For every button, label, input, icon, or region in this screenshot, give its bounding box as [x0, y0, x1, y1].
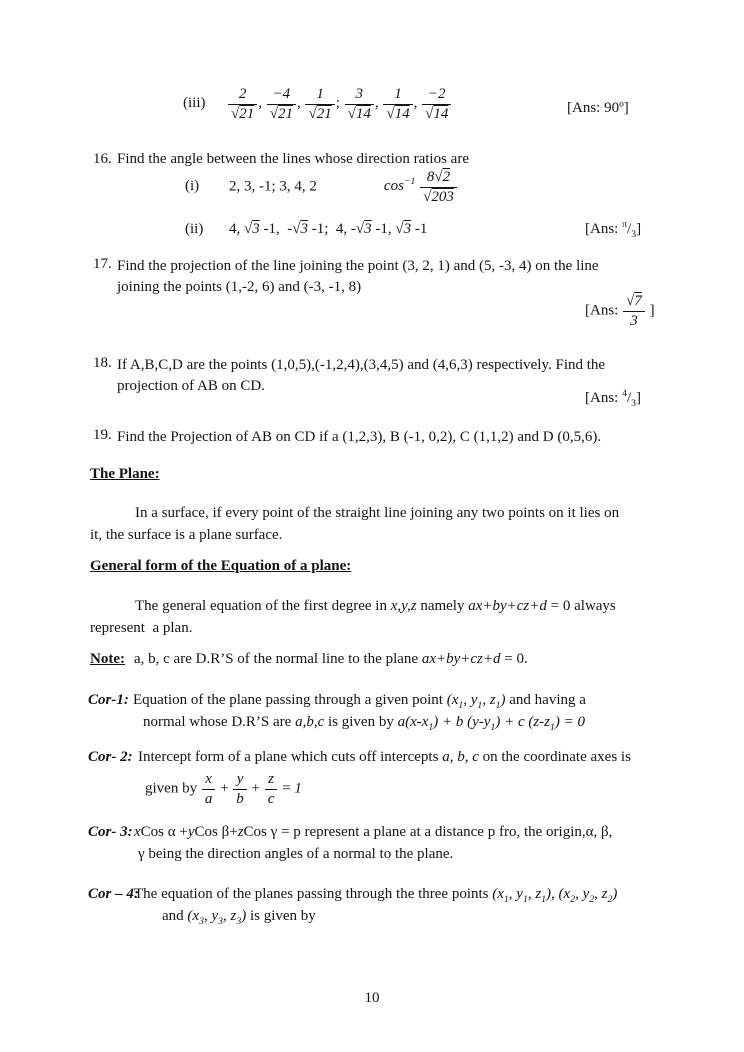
note-line	[90, 651, 528, 668]
problem-16-i-values: 2, 3, -1; 3, 4, 2	[229, 178, 317, 195]
problem-17	[93, 256, 599, 298]
cor-2-formula: given by $\frac{x}{a}$ + $\frac{y}{b}$ + $\frac{z}{c}$ = 1	[145, 771, 302, 807]
problem-18-number: 18.	[93, 355, 112, 371]
problem-18-line-1: If A,B,C,D are the points (1,0,5),(-1,2,4),(3,4,5) and (4,6,3) respectively. Find the	[117, 357, 606, 373]
problem-16-text: Find the angle between the lines whose direction ratios are	[117, 151, 469, 167]
note-text: a, b, c are D.R’S of the normal line to the plane ax+by+cz+d = 0.	[133, 651, 528, 667]
cor-3-line-2: γ being the direction angles of a normal to the plane.	[138, 846, 454, 862]
heading-the-plane: The Plane:	[90, 466, 160, 482]
problem-17-line-2: joining the points (1,-2, 6) and (-3, -1, 8)	[117, 279, 362, 295]
problem-iii-label: (iii)	[183, 95, 206, 112]
cor-3-line-1: xCos α +yCos β+zCos γ = p represent a plane at a distance p fro, the origin,α, β,	[134, 824, 613, 840]
cor-1-line-2: normal whose D.R’S are a,b,c is given by $a(x-x_1) + b$ $(y-y_1) + c$ $(z-z_1) = 0$	[143, 714, 586, 733]
problem-16-i-answer-math: $\cos^{-1}$ $\frac{8√2}{√203}$	[384, 178, 458, 194]
para-general-line-2: represent a plan.	[90, 620, 193, 636]
problem-18-line-2: projection of AB on CD.	[117, 378, 265, 394]
problem-16-ii-values: 4, √3 -1, -√3 -1; 4, -√3 -1, √3 -1	[229, 221, 428, 237]
problem-16-ii-label: (ii)	[185, 221, 204, 237]
cor-1	[88, 689, 586, 733]
page-number: 10	[364, 990, 380, 1006]
heading-general-form: General form of the Equation of a plane:	[90, 558, 352, 574]
para-plane-line-1: In a surface, if every point of the straight line joining any two points on it lies on	[135, 505, 620, 521]
cor-4-body	[134, 883, 617, 927]
cor-4-label: Cor – 4:	[88, 886, 139, 902]
problem-18-text	[117, 355, 605, 397]
para-general-line-1: The general equation of the first degree in x,y,z namely ax+by+cz+d = 0 always	[135, 598, 616, 614]
problem-19	[93, 427, 601, 448]
cor-4-line-2: and ($x_3$, $y_3$, $z_3$) is given by	[162, 908, 316, 927]
problem-19-text	[117, 427, 601, 448]
cor-1-label: Cor-1:	[88, 692, 129, 708]
cor-2-label: Cor- 2:	[88, 749, 133, 765]
problem-16	[93, 151, 469, 168]
cor-3-body	[134, 821, 612, 865]
problem-18	[93, 355, 605, 397]
cor-4	[88, 883, 617, 927]
cor-2	[88, 746, 631, 807]
problem-16-i-label: (i)	[185, 178, 200, 195]
cor-4-line-1: The equation of the planes passing through the three points ($x_1$, $y_1$, $z_1$), ($x_2$, $y_2$, $z_2$)	[134, 886, 618, 905]
problem-16-number: 16.	[93, 151, 112, 167]
problem-17-line-1: Find the projection of the line joining the point (3, 2, 1) and (5, -3, 4) on the line	[117, 258, 599, 274]
problem-19-line-1: Find the Projection of AB on CD if a (1,2,3), B (-1, 0,2), C (1,1,2) and D (0,5,6).	[117, 429, 602, 445]
problem-19-number: 19.	[93, 427, 112, 443]
cor-2-body	[138, 746, 631, 807]
note-label: Note:	[90, 651, 125, 667]
problem-17-text	[117, 256, 599, 298]
problem-iii-math: $\frac{2}{√21}$ , $\frac{-4}{√21}$ , $\frac{1}{√21}$ ; $\frac{3}{√14}$ , $\frac{1}{√14}$ , $\frac{-2}{√14}$	[227, 95, 452, 111]
problem-16-i-row	[185, 169, 458, 205]
cor-1-line-1: Equation of the plane passing through a given point ($x_1$, $y_1$, $z_1$) and having a	[133, 692, 586, 711]
problem-16-ii-row	[185, 221, 427, 238]
answer-iii: [Ans: 90º]	[567, 100, 629, 116]
cor-3	[88, 821, 612, 865]
problem-iii-row	[183, 86, 452, 122]
answer-17: [Ans: $\frac{√7}{3}$ ]	[585, 293, 655, 329]
para-general-form	[90, 595, 616, 639]
cor-2-line-1: Intercept form of a plane which cuts off intercepts a, b, c on the coordinate axes is	[138, 749, 631, 765]
cor-1-body	[133, 689, 586, 733]
answer-18: [Ans: $^4/_3$]	[585, 388, 642, 409]
cor-3-label: Cor- 3:	[88, 824, 133, 840]
para-plane-definition	[90, 502, 619, 546]
problem-17-number: 17.	[93, 256, 112, 272]
para-plane-line-2: it, the surface is a plane surface.	[90, 527, 283, 543]
answer-16-ii: [Ans: $^\pi/_3$]	[585, 219, 642, 240]
